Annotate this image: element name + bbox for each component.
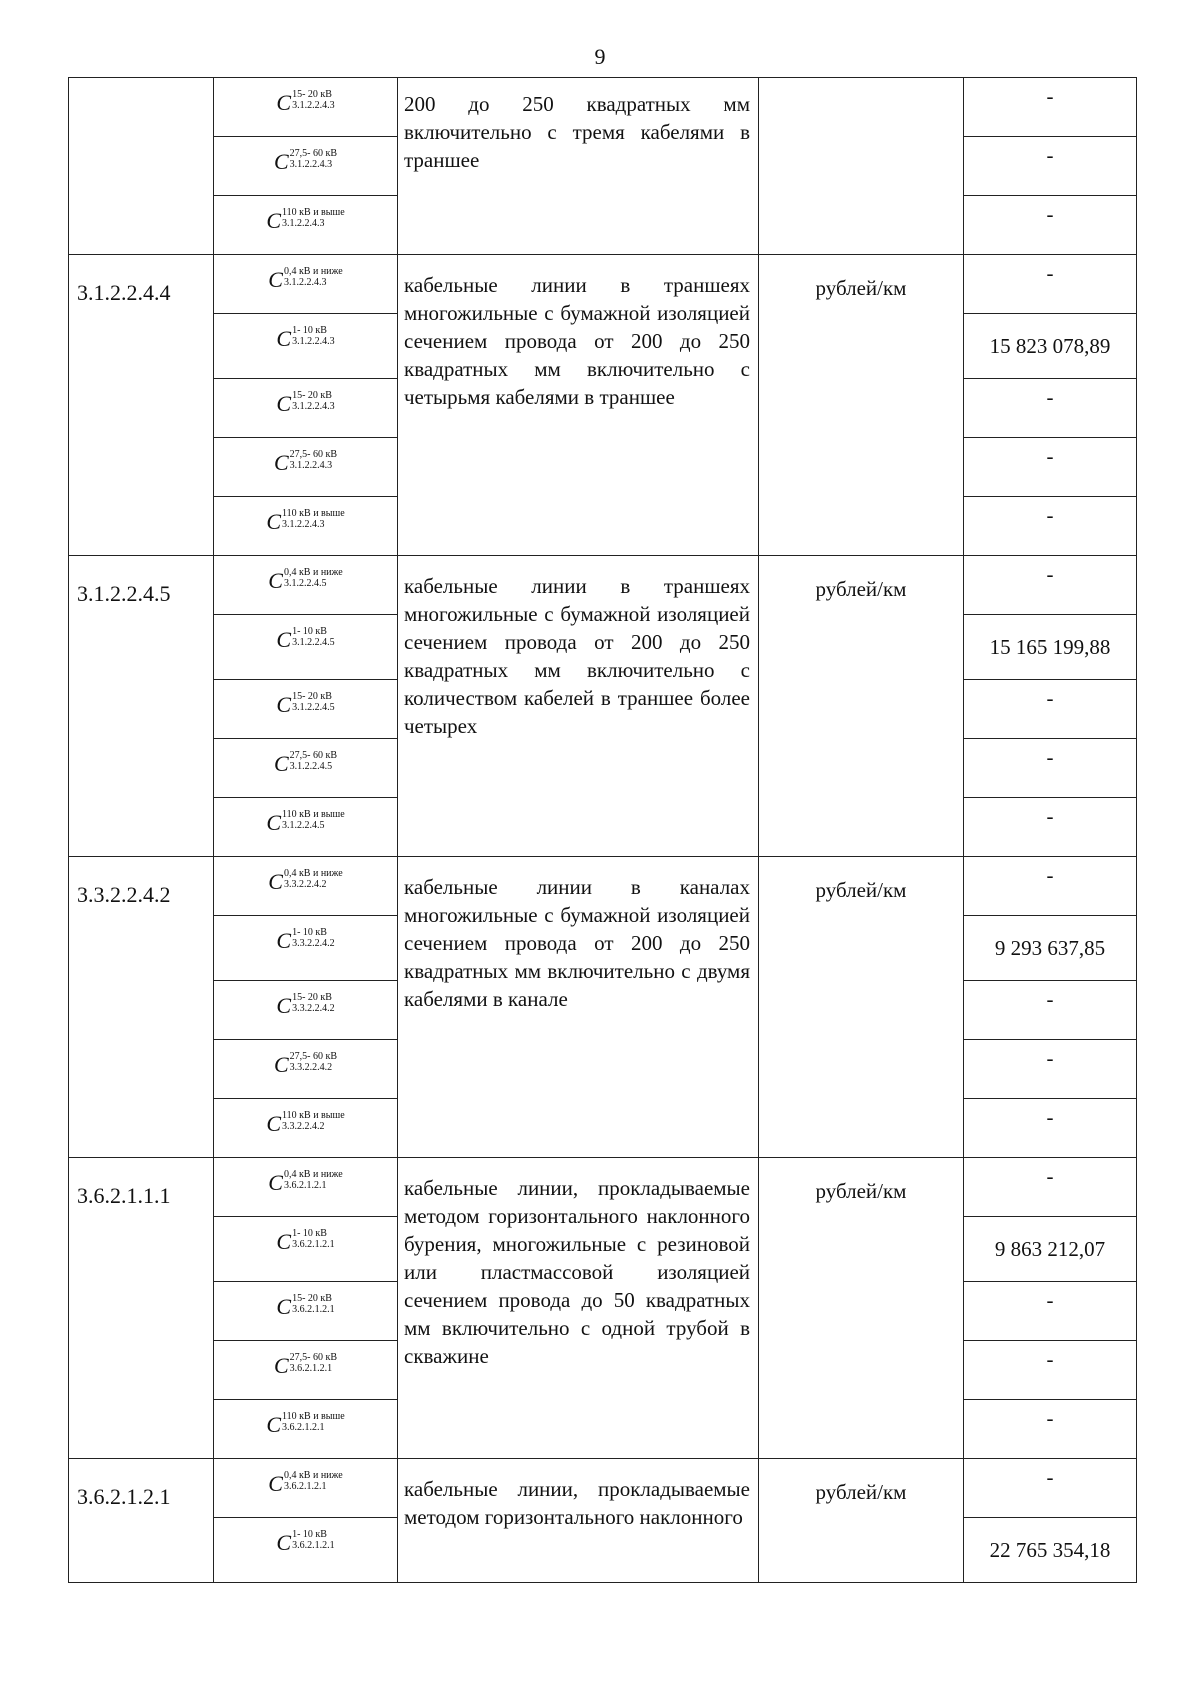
rate-symbol [266, 1400, 344, 1438]
rate-symbol-cell [214, 615, 398, 680]
rate-symbol [268, 255, 343, 293]
rate-symbol-letter: C [276, 993, 292, 1018]
rate-symbol-indices [292, 691, 335, 713]
voltage-class: 15- 20 кВ [292, 1293, 332, 1304]
unit-label: рублей/км [815, 1480, 907, 1504]
rate-index: 3.3.2.2.4.2 [292, 938, 335, 949]
rate-symbol-letter: C [276, 1229, 292, 1254]
rate-index: 3.6.2.1.2.1 [283, 1481, 327, 1492]
description-cell [398, 556, 759, 857]
rate-symbol [276, 1518, 334, 1556]
item-code: 3.6.2.1.2.1 [77, 1484, 171, 1509]
voltage-class: 15- 20 кВ [292, 992, 332, 1003]
rate-value: - [964, 497, 1137, 556]
rate-symbol-cell [214, 1282, 398, 1341]
voltage-class: 27,5- 60 кВ [289, 449, 338, 460]
item-code-cell [69, 556, 214, 857]
rate-symbol-cell [214, 798, 398, 857]
rate-symbol-letter: C [266, 1412, 282, 1437]
rate-symbol [268, 556, 343, 594]
voltage-class: 1- 10 кВ [292, 325, 327, 336]
item-code-cell [69, 857, 214, 1158]
item-code: 3.1.2.2.4.4 [77, 280, 171, 305]
rate-value: - [964, 1400, 1137, 1459]
rate-symbol-letter: C [276, 928, 292, 953]
rate-symbol [268, 1459, 343, 1497]
rate-symbol [268, 1158, 343, 1196]
rate-symbol [274, 739, 337, 777]
rate-index: 3.3.2.2.4.2 [283, 879, 327, 890]
description-cell [398, 1459, 759, 1583]
rate-symbol-cell [214, 739, 398, 798]
rate-value: - [964, 798, 1137, 857]
rate-index: 3.1.2.2.4.3 [292, 336, 335, 347]
voltage-class: 27,5- 60 кВ [289, 750, 338, 761]
rate-symbol-indices [284, 266, 343, 288]
unit-cell [759, 857, 964, 1158]
rate-symbol-cell [214, 1341, 398, 1400]
rate-symbol-indices [292, 89, 335, 111]
rate-symbol-indices [282, 809, 345, 831]
item-code-cell [69, 78, 214, 255]
table-row [69, 1158, 1137, 1217]
rate-symbol-indices [290, 1051, 337, 1073]
item-code: 3.3.2.2.4.2 [77, 882, 171, 907]
table-body [69, 78, 1137, 1583]
rate-index: 3.6.2.1.2.1 [292, 1239, 335, 1250]
rate-symbol [274, 137, 337, 175]
rate-symbol-cell [214, 556, 398, 615]
description-cell [398, 255, 759, 556]
rate-symbol-indices [292, 1228, 335, 1250]
rate-symbol-letter: C [273, 1353, 289, 1378]
rate-symbol-letter: C [266, 509, 282, 534]
rate-index: 3.6.2.1.2.1 [292, 1540, 335, 1551]
item-code-cell [69, 1158, 214, 1459]
rate-symbol-cell [214, 916, 398, 981]
rate-symbol-indices [292, 626, 335, 648]
rate-symbol-letter: C [268, 1170, 283, 1195]
voltage-class: 0,4 кВ и ниже [283, 567, 343, 578]
rate-symbol-cell [214, 1217, 398, 1282]
voltage-class: 0,4 кВ и ниже [283, 266, 343, 277]
rate-symbol-indices [284, 868, 343, 890]
rate-symbol [276, 1282, 334, 1320]
rate-symbol-letter: C [276, 627, 292, 652]
rate-symbol-cell [214, 857, 398, 916]
rate-symbol-indices [292, 390, 335, 412]
unit-label: рублей/км [815, 1179, 907, 1203]
item-code-cell [69, 1459, 214, 1583]
rate-value: - [964, 1099, 1137, 1158]
rate-symbol-indices [282, 207, 345, 229]
item-description: кабельные линии в каналах многожильные с бумажной изоляцией сечением провода от 200 до 250 квадратных мм включительно с двумя кабелями в канале [404, 875, 750, 1011]
rate-value: - [964, 981, 1137, 1040]
unit-cell [759, 556, 964, 857]
rate-symbol-cell [214, 1158, 398, 1217]
rate-symbol [276, 314, 334, 352]
rate-symbol-indices [282, 1110, 345, 1132]
voltage-class: 27,5- 60 кВ [289, 1051, 338, 1062]
item-description: кабельные линии, прокладываемые методом горизонтального наклонного бурения, многожильные с резиновой или пластмассовой изоляцией сечением провода до 50 квадратных мм включительно с одной трубой в скважине [404, 1176, 750, 1368]
rate-symbol-letter: C [268, 869, 283, 894]
rate-symbol [266, 1099, 344, 1137]
rate-value: - [964, 1158, 1137, 1217]
description-cell [398, 1158, 759, 1459]
unit-cell [759, 1158, 964, 1459]
rate-index: 3.1.2.2.4.3 [282, 519, 325, 530]
voltage-class: 15- 20 кВ [292, 89, 332, 100]
rate-symbol-cell [214, 981, 398, 1040]
rate-index: 3.1.2.2.4.3 [289, 159, 333, 170]
rate-value: - [964, 196, 1137, 255]
rate-symbol-indices [284, 1169, 343, 1191]
rate-value: 22 765 354,18 [964, 1518, 1137, 1583]
rate-symbol [274, 438, 337, 476]
voltage-class: 27,5- 60 кВ [289, 148, 338, 159]
rate-value: - [964, 1282, 1137, 1341]
rate-symbol [268, 857, 343, 895]
rate-symbol-indices [284, 1470, 343, 1492]
rate-symbol-indices [284, 567, 343, 589]
rate-symbol-cell [214, 1040, 398, 1099]
rate-value: - [964, 857, 1137, 916]
item-code-cell [69, 255, 214, 556]
rate-symbol-cell [214, 1099, 398, 1158]
voltage-class: 110 кВ и выше [282, 508, 345, 519]
item-description: кабельные линии в траншеях многожильные с бумажной изоляцией сечением провода от 200 до 250 квадратных мм включительно с количеством кабелей в траншее более четырех [404, 574, 750, 738]
unit-cell [759, 1459, 964, 1583]
rate-symbol-indices [290, 449, 337, 471]
rate-symbol [266, 196, 344, 234]
rate-value: - [964, 438, 1137, 497]
rate-symbol [276, 78, 334, 116]
rate-symbol [276, 981, 334, 1019]
rate-symbol-letter: C [268, 568, 283, 593]
unit-cell [759, 255, 964, 556]
rate-value: 9 863 212,07 [964, 1217, 1137, 1282]
rate-symbol-indices [290, 1352, 337, 1374]
unit-label [759, 78, 963, 99]
rate-symbol [276, 680, 334, 718]
rate-symbol-indices [292, 1293, 335, 1315]
rate-value: - [964, 379, 1137, 438]
rate-symbol-cell [214, 680, 398, 739]
rate-symbol-letter: C [273, 751, 289, 776]
voltage-class: 0,4 кВ и ниже [283, 1169, 343, 1180]
rate-value: - [964, 78, 1137, 137]
rate-symbol-cell [214, 78, 398, 137]
rate-index: 3.6.2.1.2.1 [292, 1304, 335, 1315]
rate-symbol-cell [214, 1400, 398, 1459]
item-description: 200 до 250 квадратных мм включительно с тремя кабелями в траншее [404, 92, 750, 172]
voltage-class: 1- 10 кВ [292, 1529, 327, 1540]
rate-value: 15 823 078,89 [964, 314, 1137, 379]
rate-symbol-indices [282, 1411, 345, 1433]
rate-symbol-letter: C [266, 810, 282, 835]
rate-symbol-letter: C [276, 391, 292, 416]
rate-symbol [274, 1040, 337, 1078]
rate-index: 3.3.2.2.4.2 [289, 1062, 333, 1073]
item-code: 3.6.2.1.1.1 [77, 1183, 171, 1208]
description-cell [398, 857, 759, 1158]
rate-index: 3.1.2.2.4.5 [282, 820, 325, 831]
voltage-class: 0,4 кВ и ниже [283, 1470, 343, 1481]
rate-symbol-cell [214, 438, 398, 497]
rate-symbol-letter: C [266, 1111, 282, 1136]
rate-index: 3.6.2.1.2.1 [282, 1422, 325, 1433]
rate-symbol-letter: C [276, 90, 292, 115]
rate-symbol-letter: C [268, 267, 283, 292]
voltage-class: 1- 10 кВ [292, 1228, 327, 1239]
rate-index: 3.3.2.2.4.2 [282, 1121, 325, 1132]
rate-value: - [964, 1040, 1137, 1099]
unit-cell [759, 78, 964, 255]
rate-symbol-cell [214, 379, 398, 438]
rate-symbol-letter: C [273, 1052, 289, 1077]
item-description: кабельные линии в траншеях многожильные с бумажной изоляцией сечением провода от 200 до 250 квадратных мм включительно с четырьмя кабелями в траншее [404, 273, 750, 409]
voltage-class: 110 кВ и выше [282, 1110, 345, 1121]
rate-symbol [266, 798, 344, 836]
rate-symbol-letter: C [276, 692, 292, 717]
unit-label: рублей/км [815, 276, 907, 300]
rate-symbol-cell [214, 1459, 398, 1518]
rate-symbol [276, 916, 334, 954]
rate-value: - [964, 1459, 1137, 1518]
page-number: 9 [594, 44, 606, 69]
item-code: 3.1.2.2.4.5 [77, 581, 171, 606]
table-row [69, 255, 1137, 314]
rate-symbol-cell [214, 255, 398, 314]
rate-index: 3.1.2.2.4.5 [283, 578, 327, 589]
item-description: кабельные линии, прокладываемые методом горизонтального наклонного [404, 1477, 750, 1529]
rate-symbol [266, 497, 344, 535]
rate-symbol [276, 1217, 334, 1255]
voltage-class: 15- 20 кВ [292, 390, 332, 401]
item-code [69, 78, 213, 103]
rate-index: 3.1.2.2.4.3 [283, 277, 327, 288]
rate-index: 3.1.2.2.4.3 [292, 401, 335, 412]
rate-symbol-indices [290, 148, 337, 170]
rate-index: 3.1.2.2.4.5 [292, 637, 335, 648]
rate-symbol-letter: C [276, 326, 292, 351]
rate-index: 3.3.2.2.4.2 [292, 1003, 335, 1014]
table-row [69, 857, 1137, 916]
rate-value: - [964, 739, 1137, 798]
rate-symbol-letter: C [273, 149, 289, 174]
table-row [69, 78, 1137, 137]
rate-symbol-cell [214, 314, 398, 379]
rate-symbol-cell [214, 137, 398, 196]
voltage-class: 0,4 кВ и ниже [283, 868, 343, 879]
rate-symbol [276, 379, 334, 417]
rate-symbol-letter: C [268, 1471, 283, 1496]
rate-index: 3.1.2.2.4.5 [289, 761, 333, 772]
rate-index: 3.6.2.1.2.1 [283, 1180, 327, 1191]
rate-symbol-indices [282, 508, 345, 530]
rate-index: 3.1.2.2.4.5 [292, 702, 335, 713]
rate-symbol [274, 1341, 337, 1379]
rate-symbol-indices [292, 1529, 335, 1551]
rate-symbol-indices [292, 927, 335, 949]
rate-value: - [964, 255, 1137, 314]
unit-label: рублей/км [815, 878, 907, 902]
rate-index: 3.1.2.2.4.3 [292, 100, 335, 111]
tariff-table [68, 77, 1137, 1583]
rate-symbol-indices [292, 325, 335, 347]
unit-label: рублей/км [815, 577, 907, 601]
voltage-class: 1- 10 кВ [292, 927, 327, 938]
voltage-class: 110 кВ и выше [282, 207, 345, 218]
rate-value: 9 293 637,85 [964, 916, 1137, 981]
voltage-class: 15- 20 кВ [292, 691, 332, 702]
rate-symbol-cell [214, 497, 398, 556]
rate-index: 3.6.2.1.2.1 [289, 1363, 333, 1374]
voltage-class: 110 кВ и выше [282, 1411, 345, 1422]
rate-value: - [964, 1341, 1137, 1400]
rate-symbol-indices [292, 992, 335, 1014]
rate-index: 3.1.2.2.4.3 [289, 460, 333, 471]
rate-index: 3.1.2.2.4.3 [282, 218, 325, 229]
rate-symbol [276, 615, 334, 653]
table-row [69, 556, 1137, 615]
rate-symbol-indices [290, 750, 337, 772]
voltage-class: 1- 10 кВ [292, 626, 327, 637]
rate-symbol-letter: C [266, 208, 282, 233]
rate-symbol-cell [214, 196, 398, 255]
rate-symbol-letter: C [276, 1294, 292, 1319]
rate-value: - [964, 680, 1137, 739]
rate-value: 15 165 199,88 [964, 615, 1137, 680]
rate-symbol-letter: C [273, 450, 289, 475]
rate-symbol-letter: C [276, 1530, 292, 1555]
rate-value: - [964, 137, 1137, 196]
table-row [69, 1459, 1137, 1518]
voltage-class: 110 кВ и выше [282, 809, 345, 820]
rate-symbol-cell [214, 1518, 398, 1583]
description-cell [398, 78, 759, 255]
voltage-class: 27,5- 60 кВ [289, 1352, 338, 1363]
rate-value: - [964, 556, 1137, 615]
